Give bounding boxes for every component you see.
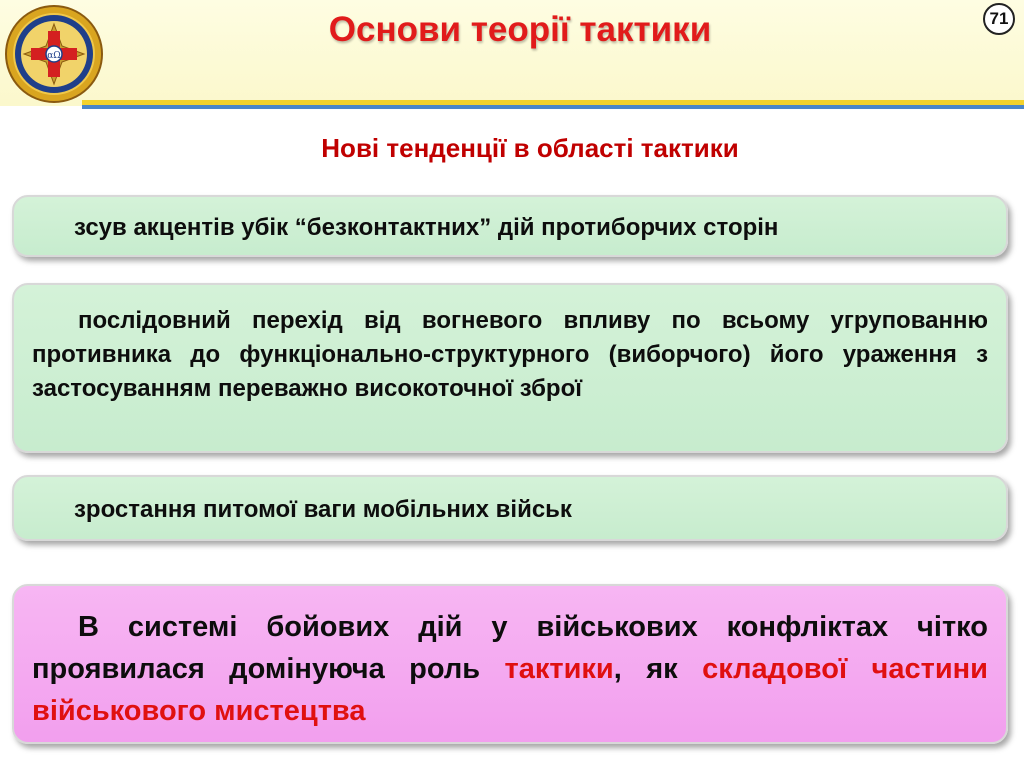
- tendency-item-3-text: зростання питомої ваги мобільних військ: [74, 496, 572, 523]
- tendency-item-2-text: послідовний перехід від вогневого впливу по всьому угрупованню противника до функціонально-структурного (виборчого) його ураження з застосуванням переважно високоточної зброї: [32, 307, 988, 402]
- academy-emblem-icon: [4, 4, 104, 104]
- conclusion-text-part1: В системі бойових дій у військових конфліктах чітко проявилася домінуюча роль: [32, 611, 988, 685]
- tendency-item-3: [12, 475, 1008, 541]
- tendency-item-1-text: зсув акцентів убік “безконтактних” дій протиборчих сторін: [74, 214, 779, 241]
- tendency-item-1: [12, 195, 1008, 257]
- conclusion-box: [12, 584, 1008, 744]
- conclusion-highlight-tactics: тактики: [504, 653, 614, 685]
- conclusion-highlight-component: складової частини військового мистецтва: [32, 653, 989, 727]
- section-subtitle: Нові тенденції в області тактики: [321, 133, 739, 163]
- slide-title: Основи теорії тактики: [328, 10, 712, 49]
- conclusion-text-part2: , як: [613, 653, 703, 685]
- page-number-badge: 71: [983, 3, 1015, 35]
- tendency-item-2: [12, 283, 1008, 453]
- header-divider-blue: [82, 105, 1024, 109]
- emblem-inner-text: αΩ: [47, 51, 61, 61]
